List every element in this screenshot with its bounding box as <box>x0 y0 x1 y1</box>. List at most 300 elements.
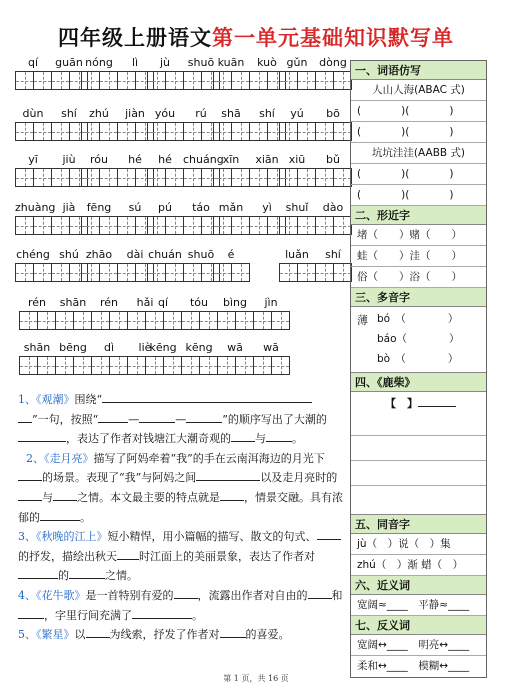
pinyin-syllable: xiū <box>288 153 306 166</box>
writing-grid <box>147 168 219 187</box>
word-group <box>213 200 285 235</box>
paragraph-fanxing <box>18 625 345 645</box>
word-group <box>81 106 153 141</box>
polyphone-char: 薄 <box>357 314 368 327</box>
fill-blank[interactable] <box>86 626 110 638</box>
tianzige-cell[interactable] <box>33 122 52 141</box>
writing-grid <box>147 71 219 90</box>
tianzige-cell[interactable] <box>315 263 334 282</box>
pattern-abac: 人山人海(ABAC 式) <box>351 80 486 101</box>
writing-grid <box>81 216 153 235</box>
writing-grid <box>81 122 153 141</box>
pinyin-syllable: zhāo <box>85 248 113 261</box>
fill-blank[interactable] <box>69 567 105 579</box>
writing-grid <box>147 216 219 235</box>
poem-line[interactable] <box>351 486 486 511</box>
pinyin-syllable: dòng <box>319 56 347 69</box>
pinyin-line <box>15 152 87 168</box>
tianzige-cell[interactable] <box>145 311 164 330</box>
tianzige-cell[interactable] <box>33 168 52 187</box>
writing-grid <box>213 216 285 235</box>
fill-blank[interactable] <box>139 411 175 423</box>
item-number: 5、 <box>18 628 36 642</box>
pinyin-syllable: qí <box>157 296 169 309</box>
pinyin-syllable: chuáng <box>183 153 224 166</box>
tianzige-cell[interactable] <box>231 122 250 141</box>
pinyin-syllable: nóng <box>85 56 113 69</box>
tianzige-cell[interactable] <box>199 356 218 375</box>
word-group <box>279 200 351 235</box>
writing-grid <box>279 71 351 90</box>
pinyin-syllable: shú <box>59 248 79 261</box>
pinyin-syllable: rú <box>195 107 207 120</box>
tianzige-cell[interactable] <box>127 356 146 375</box>
tianzige-cell[interactable] <box>249 122 268 141</box>
word-group <box>279 247 351 282</box>
polyphone-row[interactable]: bó （ ） <box>377 313 459 325</box>
tianzige-cell[interactable] <box>183 263 202 282</box>
item-number: 2、 <box>26 451 44 465</box>
tianzige-cell[interactable] <box>249 216 268 235</box>
word-group <box>147 247 219 282</box>
tianzige-cell[interactable] <box>315 168 334 187</box>
tianzige-cell[interactable] <box>81 216 100 235</box>
tianzige-cell[interactable] <box>165 71 184 90</box>
page-title <box>0 22 512 52</box>
pinyin-syllable: shuǐ <box>285 201 309 214</box>
word-group <box>19 295 163 330</box>
pinyin-line <box>213 200 285 216</box>
tianzige-cell[interactable] <box>315 216 334 235</box>
text-seg: 的喜爱。 <box>245 628 290 642</box>
pinyin-syllable: qí <box>27 56 39 69</box>
pinyin-syllable: xiān <box>255 153 279 166</box>
tianzige-cell[interactable] <box>145 356 164 375</box>
pinyin-syllable: kēng <box>185 341 213 354</box>
tianzige-cell[interactable] <box>51 168 70 187</box>
tianzige-cell[interactable] <box>213 216 232 235</box>
tianzige-cell[interactable] <box>279 122 298 141</box>
tianzige-cell[interactable] <box>183 216 202 235</box>
item-number: 1、 <box>18 393 36 406</box>
fill-blank[interactable] <box>196 469 246 481</box>
pinyin-line <box>213 152 285 168</box>
tianzige-cell[interactable] <box>147 168 166 187</box>
text-seg: 与 <box>42 490 53 504</box>
tianzige-cell[interactable] <box>213 263 232 282</box>
tianzige-cell[interactable] <box>117 122 136 141</box>
writing-grid <box>213 263 249 282</box>
synonym-row[interactable]: 宽阔≈____ 平静≈____ <box>351 595 486 616</box>
fill-blank[interactable] <box>98 411 128 423</box>
pinyin-syllable: wā <box>227 341 243 354</box>
tianzige-cell[interactable] <box>99 263 118 282</box>
tianzige-cell[interactable] <box>51 216 70 235</box>
item-number: 4、 <box>18 588 36 602</box>
tianzige-cell[interactable] <box>147 71 166 90</box>
pinyin-line <box>81 247 153 263</box>
fill-blank[interactable] <box>308 587 332 599</box>
tianzige-cell[interactable] <box>163 356 182 375</box>
word-group <box>147 55 219 90</box>
word-group <box>15 106 87 141</box>
tianzige-cell[interactable] <box>33 216 52 235</box>
tianzige-cell[interactable] <box>33 263 52 282</box>
text-seg: 以 <box>74 628 86 642</box>
tianzige-cell[interactable] <box>55 356 74 375</box>
pinyin-syllable: jiàn <box>125 107 145 120</box>
poem-area <box>351 392 486 515</box>
pinyin-line <box>147 247 219 263</box>
writing-grid <box>279 263 351 282</box>
pinyin-syllable: kuān <box>217 56 245 69</box>
pinyin-syllable: pú <box>158 201 172 214</box>
tianzige-cell[interactable] <box>33 71 52 90</box>
pinyin-syllable: dào <box>322 201 344 214</box>
tianzige-cell[interactable] <box>165 263 184 282</box>
writing-grid <box>81 168 153 187</box>
tianzige-cell[interactable] <box>51 71 70 90</box>
tianzige-cell[interactable] <box>163 311 182 330</box>
text-seg: 和 <box>331 588 343 602</box>
poem-line[interactable] <box>351 411 486 436</box>
pinyin-syllable: rén <box>99 296 119 309</box>
pinyin-line <box>15 55 87 71</box>
pinyin-syllable: shā <box>221 107 241 120</box>
tianzige-cell[interactable] <box>297 122 316 141</box>
pinyin-syllable: kuò <box>257 56 277 69</box>
tianzige-cell[interactable] <box>19 311 38 330</box>
pinyin-line <box>15 200 87 216</box>
paragraph-zouyueliang <box>18 449 345 527</box>
answer-row[interactable]: ( )( ) <box>351 164 486 185</box>
tianzige-cell[interactable] <box>253 311 272 330</box>
tianzige-cell[interactable] <box>117 71 136 90</box>
pinyin-line <box>213 106 285 122</box>
tianzige-cell[interactable] <box>181 311 200 330</box>
text-seg: 之情。本文最主要的特点就是 <box>77 490 220 504</box>
tianzige-cell[interactable] <box>19 356 38 375</box>
tianzige-cell[interactable] <box>15 71 34 90</box>
word-group <box>15 55 87 90</box>
writing-grid <box>147 263 219 282</box>
pinyin-line <box>213 247 249 263</box>
text-seg: — <box>128 412 140 426</box>
paragraph-huaniu <box>18 586 345 625</box>
word-group <box>213 152 285 187</box>
pinyin-syllable: mǎn <box>218 201 244 214</box>
tianzige-cell[interactable] <box>73 311 92 330</box>
fill-blank[interactable] <box>266 430 292 442</box>
pinyin-syllable: xīn <box>222 153 240 166</box>
answer-row[interactable]: ( )( ) <box>351 101 486 122</box>
poem-author-line[interactable]: 【 】 <box>351 395 486 411</box>
pinyin-syllable: fēng <box>86 201 112 214</box>
tianzige-cell[interactable] <box>165 168 184 187</box>
tianzige-cell[interactable] <box>183 122 202 141</box>
fill-blank[interactable] <box>18 567 58 579</box>
text-seg: 与 <box>255 432 266 446</box>
section-heading-polyphone: 三、多音字 <box>351 288 486 307</box>
section-heading-synonym: 六、近义词 <box>351 576 486 595</box>
page-footer: 第 1 页，共 16 页 <box>223 674 289 683</box>
tianzige-cell[interactable] <box>279 216 298 235</box>
pinyin-syllable: shuō <box>187 56 215 69</box>
tianzige-cell[interactable] <box>99 71 118 90</box>
tianzige-cell[interactable] <box>181 356 200 375</box>
work-title: 《秋晚的江上》 <box>36 530 108 544</box>
tianzige-cell[interactable] <box>271 311 290 330</box>
tianzige-cell[interactable] <box>279 263 298 282</box>
tianzige-cell[interactable] <box>117 168 136 187</box>
homophone-row[interactable]: zhú（ ）渐 蜡（ ） <box>351 555 486 576</box>
fill-blank[interactable] <box>53 489 77 501</box>
word-group <box>279 106 351 141</box>
text-seg: ”的顺序写出了大潮的 <box>222 412 327 426</box>
poem-line[interactable] <box>351 461 486 486</box>
fill-blank[interactable] <box>246 469 260 481</box>
word-group <box>81 200 153 235</box>
title-grade: 四年级上册语文 <box>58 25 212 50</box>
tianzige-cell[interactable] <box>183 71 202 90</box>
tianzige-cell[interactable] <box>279 71 298 90</box>
tianzige-cell[interactable] <box>51 122 70 141</box>
pinyin-syllable: luǎn <box>285 248 309 261</box>
tianzige-cell[interactable] <box>109 311 128 330</box>
title-unit: 第一单元基础知识默写单 <box>212 25 454 50</box>
polyphone-row[interactable]: báo（ ） <box>377 333 460 345</box>
pinyin-syllable: zhuàng <box>15 201 56 214</box>
fill-blank[interactable] <box>18 430 66 442</box>
fill-blank[interactable] <box>132 607 192 619</box>
fill-blank[interactable] <box>117 548 139 560</box>
answer-row[interactable]: ( )( ) <box>351 122 486 143</box>
tianzige-cell[interactable] <box>213 71 232 90</box>
fill-blank[interactable] <box>186 411 222 423</box>
word-group <box>145 295 289 330</box>
tianzige-cell[interactable] <box>91 356 110 375</box>
pinyin-syllable: yī <box>28 153 38 166</box>
tianzige-cell[interactable] <box>99 216 118 235</box>
tianzige-cell[interactable] <box>81 168 100 187</box>
pinyin-line <box>279 247 351 263</box>
tianzige-cell[interactable] <box>117 263 136 282</box>
writing-grid <box>15 71 87 90</box>
tianzige-cell[interactable] <box>99 168 118 187</box>
pinyin-line <box>81 106 153 122</box>
tianzige-cell[interactable] <box>297 216 316 235</box>
tianzige-cell[interactable] <box>165 216 184 235</box>
section-heading-similar-chars: 二、形近字 <box>351 206 486 225</box>
writing-grid <box>19 356 163 375</box>
word-group <box>15 247 87 282</box>
tianzige-cell[interactable] <box>99 122 118 141</box>
word-group <box>81 247 153 282</box>
side-panel <box>350 60 487 678</box>
tianzige-cell[interactable] <box>315 71 334 90</box>
text-seg: ，字里行间充满了 <box>44 608 132 622</box>
similar-char-row[interactable]: 俗（ ）浴（ ） <box>351 267 486 288</box>
tianzige-cell[interactable] <box>315 122 334 141</box>
word-group <box>81 152 153 187</box>
tianzige-cell[interactable] <box>73 356 92 375</box>
pinyin-syllable: róu <box>90 153 108 166</box>
tianzige-cell[interactable] <box>15 263 34 282</box>
text-seg: — <box>175 412 187 426</box>
fill-blank[interactable] <box>18 489 42 501</box>
tianzige-cell[interactable] <box>297 71 316 90</box>
pinyin-syllable: rén <box>27 296 47 309</box>
tianzige-cell[interactable] <box>37 356 56 375</box>
pinyin-syllable: jià <box>62 201 76 214</box>
pinyin-syllable: bìng <box>223 296 247 309</box>
word-group <box>279 152 351 187</box>
pinyin-syllable: jù <box>159 56 171 69</box>
tianzige-cell[interactable] <box>279 168 298 187</box>
text-seg: 。 <box>80 510 91 524</box>
text-seg: 。 <box>292 432 303 446</box>
pinyin-syllable: dì <box>103 341 115 354</box>
tianzige-cell[interactable] <box>199 311 218 330</box>
tianzige-cell[interactable] <box>253 356 272 375</box>
polyphone-row[interactable]: bò （ ） <box>377 353 459 365</box>
tianzige-cell[interactable] <box>231 71 250 90</box>
tianzige-cell[interactable] <box>81 71 100 90</box>
text-seg: 之情。 <box>105 569 138 583</box>
pinyin-line <box>15 106 87 122</box>
fill-blank[interactable] <box>40 509 80 521</box>
pinyin-syllable: liè <box>138 341 152 354</box>
tianzige-cell[interactable] <box>231 263 250 282</box>
tianzige-cell[interactable] <box>231 216 250 235</box>
tianzige-cell[interactable] <box>15 168 34 187</box>
pinyin-syllable: dùn <box>22 107 44 120</box>
homophone-row[interactable]: jù（ ）说（ ）集 <box>351 534 486 555</box>
tianzige-cell[interactable] <box>127 311 146 330</box>
pinyin-line <box>279 106 351 122</box>
fill-blank[interactable] <box>174 587 198 599</box>
fill-blank[interactable] <box>18 411 32 423</box>
text-seg: 围绕“ <box>74 393 103 406</box>
tianzige-cell[interactable] <box>249 71 268 90</box>
writing-grid <box>147 122 219 141</box>
pinyin-line <box>81 55 153 71</box>
text-seg: 的 <box>58 569 69 583</box>
tianzige-cell[interactable] <box>15 122 34 141</box>
pinyin-syllable: chuán <box>148 248 182 261</box>
polyphone-block <box>351 307 486 373</box>
pattern-aabb: 坑坑洼洼(AABB 式) <box>351 143 486 164</box>
tianzige-cell[interactable] <box>217 311 236 330</box>
answer-row[interactable]: ( )( ) <box>351 185 486 206</box>
writing-grid <box>19 311 163 330</box>
text-seg: 以及走月亮时的 <box>260 471 338 485</box>
pinyin-syllable: jìn <box>264 296 278 309</box>
pinyin-syllable: shān <box>59 296 87 309</box>
pinyin-syllable: chéng <box>16 248 50 261</box>
text-fill-section <box>18 390 345 645</box>
pinyin-syllable: shí <box>259 107 275 120</box>
tianzige-cell[interactable] <box>109 356 128 375</box>
tianzige-cell[interactable] <box>117 216 136 235</box>
work-title: 《花牛歌》 <box>36 588 86 602</box>
text-seg: 时江面上的美丽景象，表达了作者对 <box>139 549 315 563</box>
fill-blank[interactable] <box>220 489 244 501</box>
fill-blank[interactable] <box>18 469 42 481</box>
writing-grid <box>213 168 285 187</box>
pinyin-syllable: dài <box>126 248 144 261</box>
tianzige-cell[interactable] <box>271 356 290 375</box>
writing-grid <box>213 71 285 90</box>
text-seg: 短小精悍，用小篇幅的描写、散文的句式、 <box>107 530 317 544</box>
tianzige-cell[interactable] <box>147 216 166 235</box>
word-group <box>147 106 219 141</box>
fill-blank[interactable] <box>220 626 246 638</box>
fill-blank[interactable] <box>231 430 255 442</box>
tianzige-cell[interactable] <box>231 168 250 187</box>
writing-grid <box>279 216 351 235</box>
tianzige-cell[interactable] <box>183 168 202 187</box>
tianzige-cell[interactable] <box>81 122 100 141</box>
pinyin-syllable: hé <box>158 153 172 166</box>
fill-blank[interactable] <box>102 391 312 403</box>
tianzige-cell[interactable] <box>55 311 74 330</box>
writing-grid <box>15 216 87 235</box>
tianzige-cell[interactable] <box>235 311 254 330</box>
word-group <box>213 55 285 90</box>
pinyin-syllable: yú <box>290 107 304 120</box>
tianzige-cell[interactable] <box>297 263 316 282</box>
antonym-row[interactable]: 宽阔↔____ 明亮↔____ <box>351 635 486 656</box>
similar-char-row[interactable]: 蛙（ ）洼（ ） <box>351 246 486 267</box>
pinyin-syllable: hé <box>128 153 142 166</box>
tianzige-cell[interactable] <box>213 122 232 141</box>
text-seg: ，流露出作者对自由的 <box>197 588 308 602</box>
tianzige-cell[interactable] <box>37 311 56 330</box>
tianzige-cell[interactable] <box>81 263 100 282</box>
pinyin-syllable: bēng <box>59 341 87 354</box>
text-seg: ，情景交融。具有浓郁的 <box>18 490 343 524</box>
tianzige-cell[interactable] <box>235 356 254 375</box>
section-heading-antonym: 七、反义词 <box>351 616 486 635</box>
writing-grid <box>279 168 351 187</box>
fill-blank[interactable] <box>18 607 44 619</box>
fill-blank[interactable] <box>317 528 341 540</box>
pinyin-syllable: yóu <box>154 107 176 120</box>
tianzige-cell[interactable] <box>165 122 184 141</box>
pinyin-syllable: lì <box>131 56 139 69</box>
writing-grid <box>145 311 289 330</box>
tianzige-cell[interactable] <box>217 356 236 375</box>
similar-char-row[interactable]: 堵（ ）赌（ ） <box>351 225 486 246</box>
tianzige-cell[interactable] <box>297 168 316 187</box>
tianzige-cell[interactable] <box>15 216 34 235</box>
word-group <box>15 152 87 187</box>
writing-grid <box>81 263 153 282</box>
word-group <box>15 200 87 235</box>
poem-line[interactable] <box>351 436 486 461</box>
tianzige-cell[interactable] <box>91 311 110 330</box>
tianzige-cell[interactable] <box>213 168 232 187</box>
tianzige-cell[interactable] <box>147 122 166 141</box>
tianzige-cell[interactable] <box>147 263 166 282</box>
tianzige-cell[interactable] <box>51 263 70 282</box>
pinyin-line <box>147 200 219 216</box>
antonym-row[interactable]: 柔和↔____ 模糊↔____ <box>357 660 470 672</box>
work-title: 《走月亮》 <box>44 451 94 465</box>
pinyin-line <box>19 340 163 356</box>
tianzige-cell[interactable] <box>249 168 268 187</box>
